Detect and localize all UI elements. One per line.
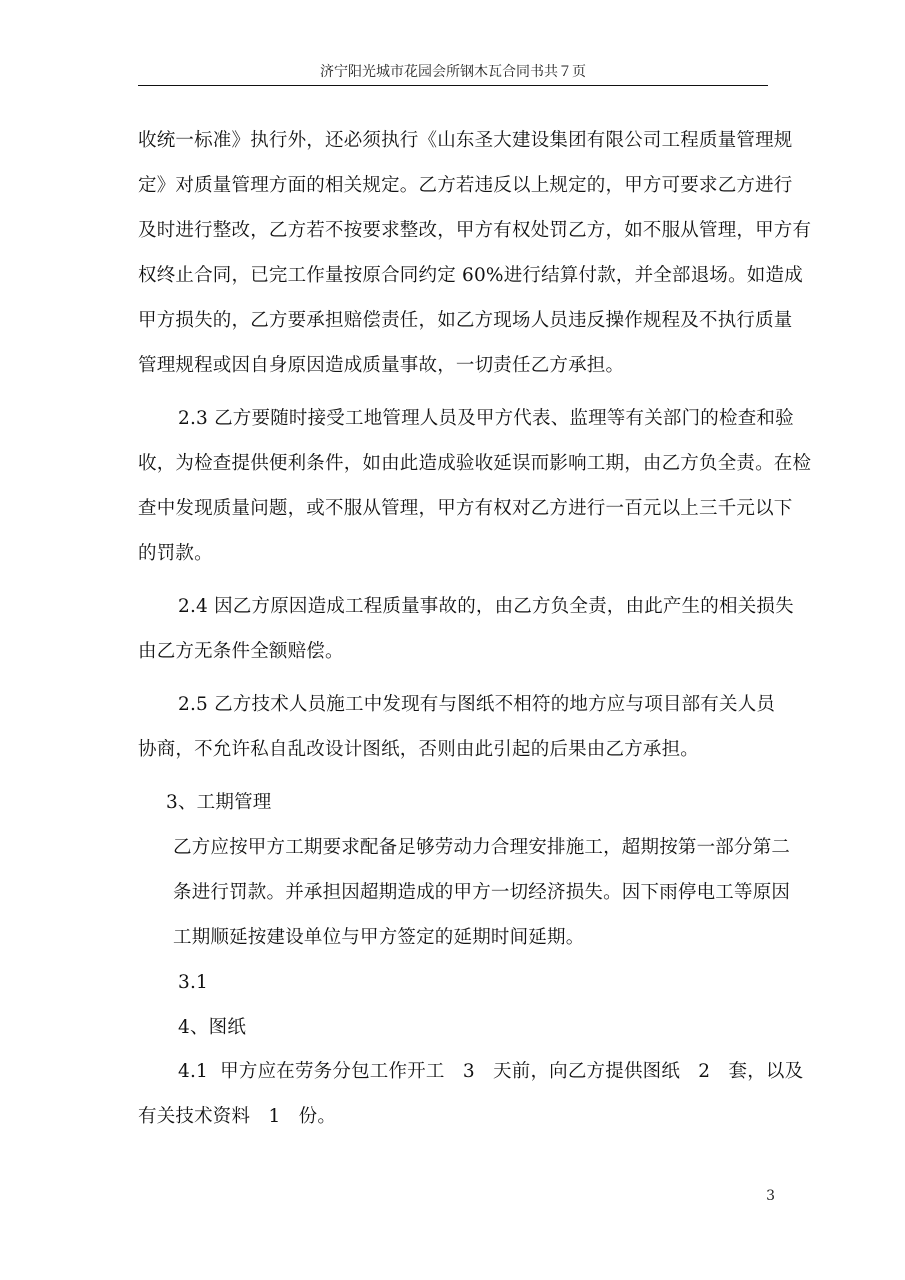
document-header: 济宁阳光城市花园会所钢木瓦合同书共７页 [320,64,586,80]
paragraph-line: 定》对质量管理方面的相关规定。乙方若违反以上规定的，甲方可要求乙方进行 [138,175,793,196]
paragraph-line: 工期顺延按建设单位与甲方签定的延期时间延期。 [173,927,585,948]
paragraph-line: 管理规程或因自身原因造成质量事故，一切责任乙方承担。 [138,355,625,376]
paragraph-line: 由乙方无条件全额赔偿。 [138,641,344,662]
paragraph-line: 4.1 甲方应在劳务分包工作开工 3 天前，向乙方提供图纸 2 套，以及 [178,1061,804,1082]
header-divider [138,85,768,86]
page-number: 3 [766,1188,775,1204]
paragraph-line: 协商，不允许私自乱改设计图纸，否则由此引起的后果由乙方承担。 [138,739,700,760]
paragraph-line: 条进行罚款。并承担因超期造成的甲方一切经济损失。因下雨停电工等原因 [173,882,791,903]
paragraph-line: 查中发现质量问题，或不服从管理，甲方有权对乙方进行一百元以上三千元以下 [138,498,793,519]
paragraph-line: 甲方损失的，乙方要承担赔偿责任，如乙方现场人员违反操作规程及不执行质量 [138,310,793,331]
paragraph-line: 有关技术资料 1 份。 [138,1106,337,1127]
paragraph-line: 乙方应按甲方工期要求配备足够劳动力合理安排施工，超期按第一部分第二 [173,837,791,858]
paragraph-line: 收统一标准》执行外，还必须执行《山东圣大建设集团有限公司工程质量管理规 [138,130,793,151]
paragraph-line: 2.4 因乙方原因造成工程质量事故的，由乙方负全责，由此产生的相关损失 [178,596,794,617]
paragraph-line: 收，为检查提供便利条件，如由此造成验收延误而影响工期，由乙方负全责。在检 [138,453,812,474]
paragraph-line: 权终止合同，已完工作量按原合同约定 60%进行结算付款，并全部退场。如造成 [138,265,803,286]
paragraph-line: 的罚款。 [138,543,213,564]
section-heading: 3、工期管理 [166,792,272,813]
subsection-number: 3.1 [178,972,209,993]
section-heading: 4、图纸 [178,1017,247,1038]
paragraph-line: 及时进行整改，乙方若不按要求整改，甲方有权处罚乙方，如不服从管理，甲方有 [138,220,812,241]
paragraph-line: 2.3 乙方要随时接受工地管理人员及甲方代表、监理等有关部门的检查和验 [178,408,794,429]
paragraph-line: 2.5 乙方技术人员施工中发现有与图纸不相符的地方应与项目部有关人员 [178,694,776,715]
